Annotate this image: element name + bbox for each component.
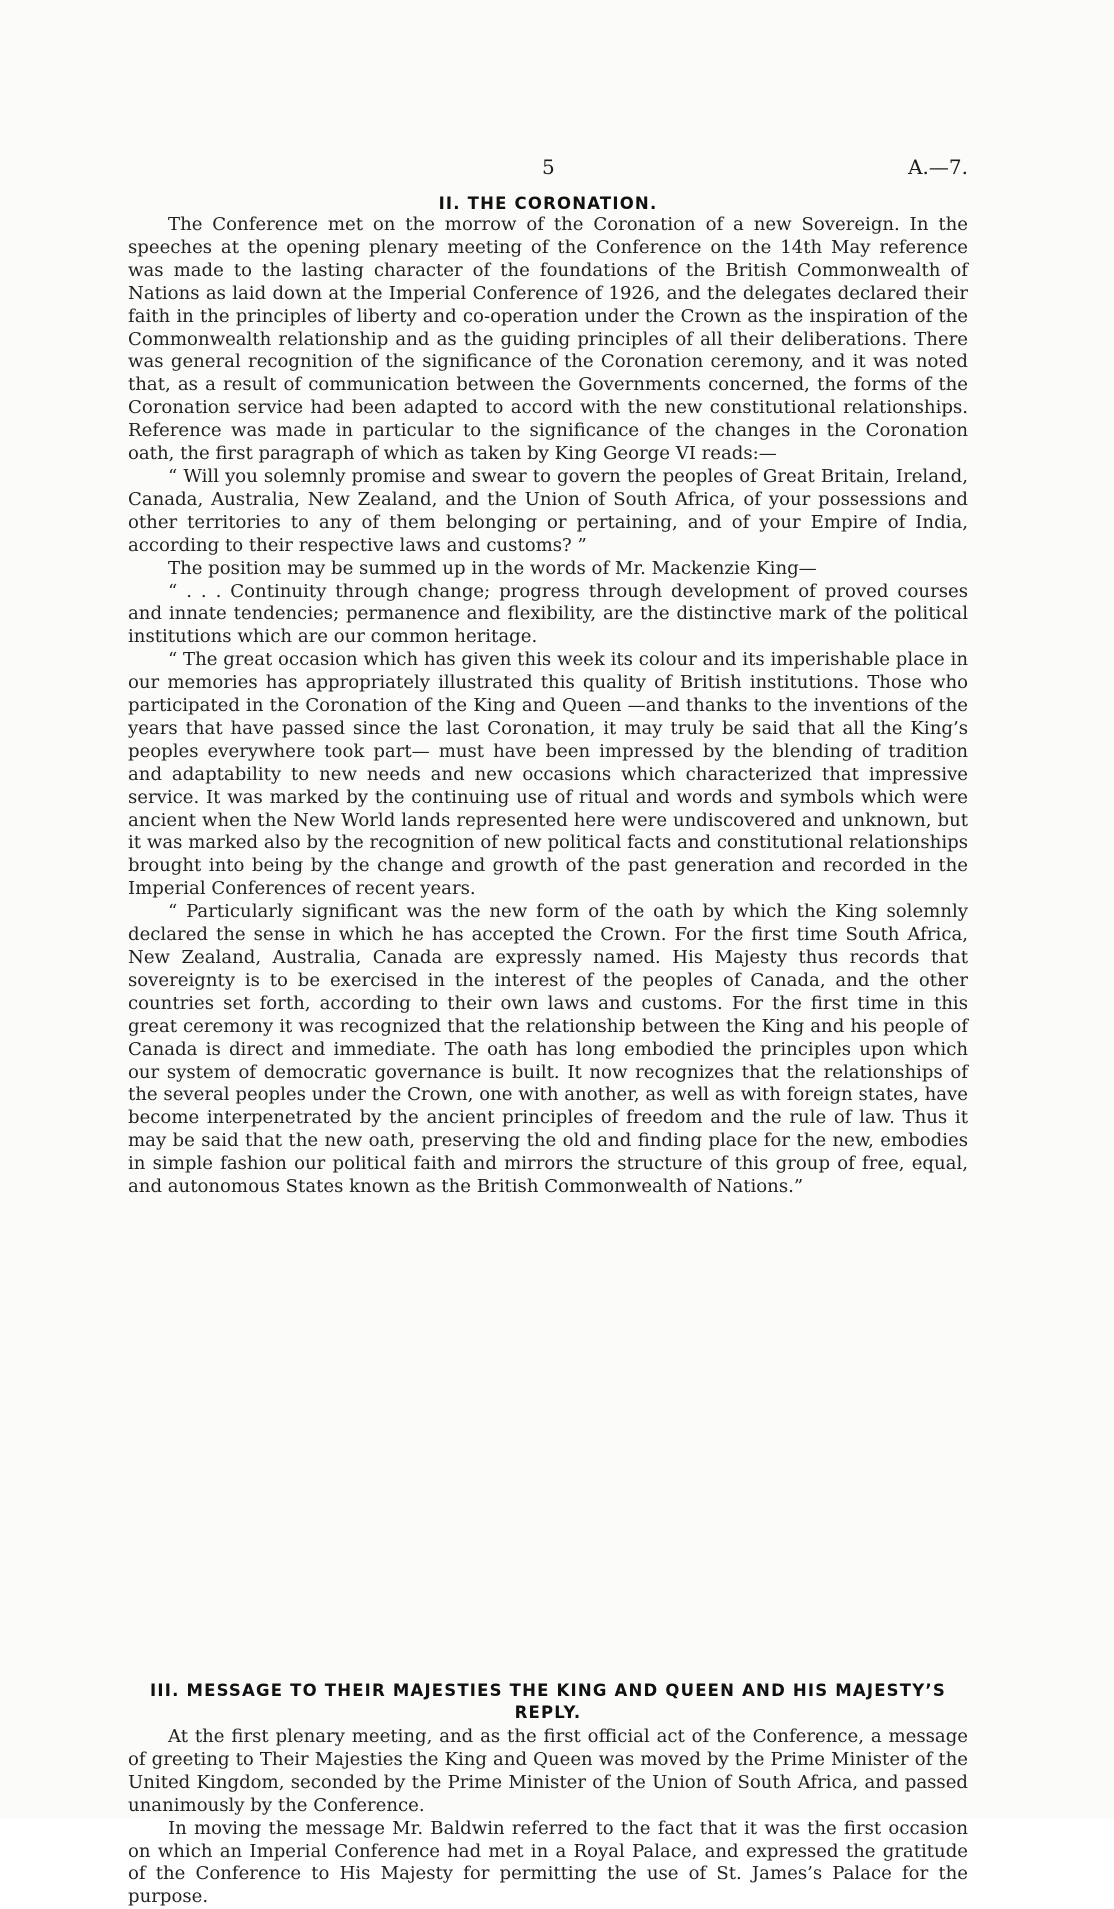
- page-header: [128, 155, 968, 183]
- section-body-message: [128, 1726, 968, 1909]
- quote-paragraph: “ Particularly significant was the new form of the oath by which the King solemnly declared the sense in which he has accepted the Crown. For the first time South Africa, New Zealand, Australia, Canada are expressly named. His Majesty thus records that sovereignty is to be exercised in the interest of the peoples of Canada, and the other countries set forth, according to their own laws and customs. For the first time in this great ceremony it was recognized that the relationship between the King and his people of Canada is direct and immediate. The oath has long embodied the principles upon which our system of democratic governance is built. It now recognizes that the relationships of the several peoples under the Crown, one with another, as well as with foreign states, have become interpenetrated by the ancient principles of freedom and the rule of law. Thus it may be said that the new oath, preserving the old and finding place for the new, embodies in simple fashion our political faith and mirrors the structure of this group of free, equal, and autonomous States known as the British Commonwealth of Nations.”: [128, 901, 968, 1198]
- page-number: 5: [542, 155, 555, 179]
- quote-paragraph: “ The great occasion which has given this week its colour and its imperishable place in our memories has appropriately illustrated this quality of British institutions. Those who participated in the Coronation of the King and Queen —and thanks to the inventions of the years that have passed since the last Coronation, it may truly be said that all the King’s peoples everywhere took part— must have been impressed by the blending of tradition and adaptability to new needs and new occasions which characterized that impressive service. It was marked by the continuing use of ritual and words and symbols which were ancient when the New World lands represented here were undiscovered and unknown, but it was marked also by the recognition of new political facts and constitutional relationships brought into being by the change and growth of the past generation and recorded in the Imperial Conferences of recent years.: [128, 649, 968, 900]
- section-heading-message: III. MESSAGE TO THEIR MAJESTIES THE KING AND QUEEN AND HIS MAJESTY’S REPLY.: [150, 1681, 946, 1722]
- section-heading-coronation: II. THE CORONATION.: [438, 194, 658, 213]
- paragraph: In moving the message Mr. Baldwin referred to the fact that it was the first occasion on which an Imperial Conference had met in a Royal Palace, and expressed the gratitude of the Conference to His Majesty for permitting the use of St. James’s Palace for the purpose.: [128, 1817, 968, 1908]
- paragraph: The Conference met on the morrow of the Coronation of a new Sovereign. In the speeches at the opening plenary meeting of the Conference on the 14th May reference was made to the lasting character of the foundations of the British Commonwealth of Nations as laid down at the Imperial Conference of 1926, and the delegates declared their faith in the principles of liberty and co-operation under the Crown as the inspiration of the Commonwealth relationship and as the guiding principles of all their deliberations. There was general recognition of the significance of the Coronation ceremony, and it was noted that, as a result of communication between the Governments concerned, the forms of the Coronation service had been adapted to accord with the new constitutional relationships. Reference was made in particular to the significance of the changes in the Coronation oath, the first paragraph of which as taken by King George VI reads:—: [128, 214, 968, 465]
- quote-paragraph: “ . . . Continuity through change; progress through development of proved courses and innate tendencies; permanence and flexibility, are the distinctive mark of the political institutions which are our common heritage.: [128, 580, 968, 648]
- paragraph: The position may be summed up in the words of Mr. Mackenzie King—: [168, 557, 817, 579]
- paragraph: At the first plenary meeting, and as the first official act of the Conference, a message of greeting to Their Majesties the King and Queen was moved by the Prime Minister of the United Kingdom, seconded by the Prime Minister of the Union of South Africa, and passed unanimously by the Conference.: [128, 1726, 968, 1816]
- document-reference: A.—7.: [908, 155, 968, 179]
- section-body-coronation: [128, 214, 968, 1199]
- quote-paragraph: “ Will you solemnly promise and swear to govern the peoples of Great Britain, Ireland, Canada, Australia, New Zealand, and the Union of South Africa, of your possessions and other territories to any of them belonging or pertaining, and of your Empire of India, according to their respective laws and customs? ”: [128, 465, 968, 556]
